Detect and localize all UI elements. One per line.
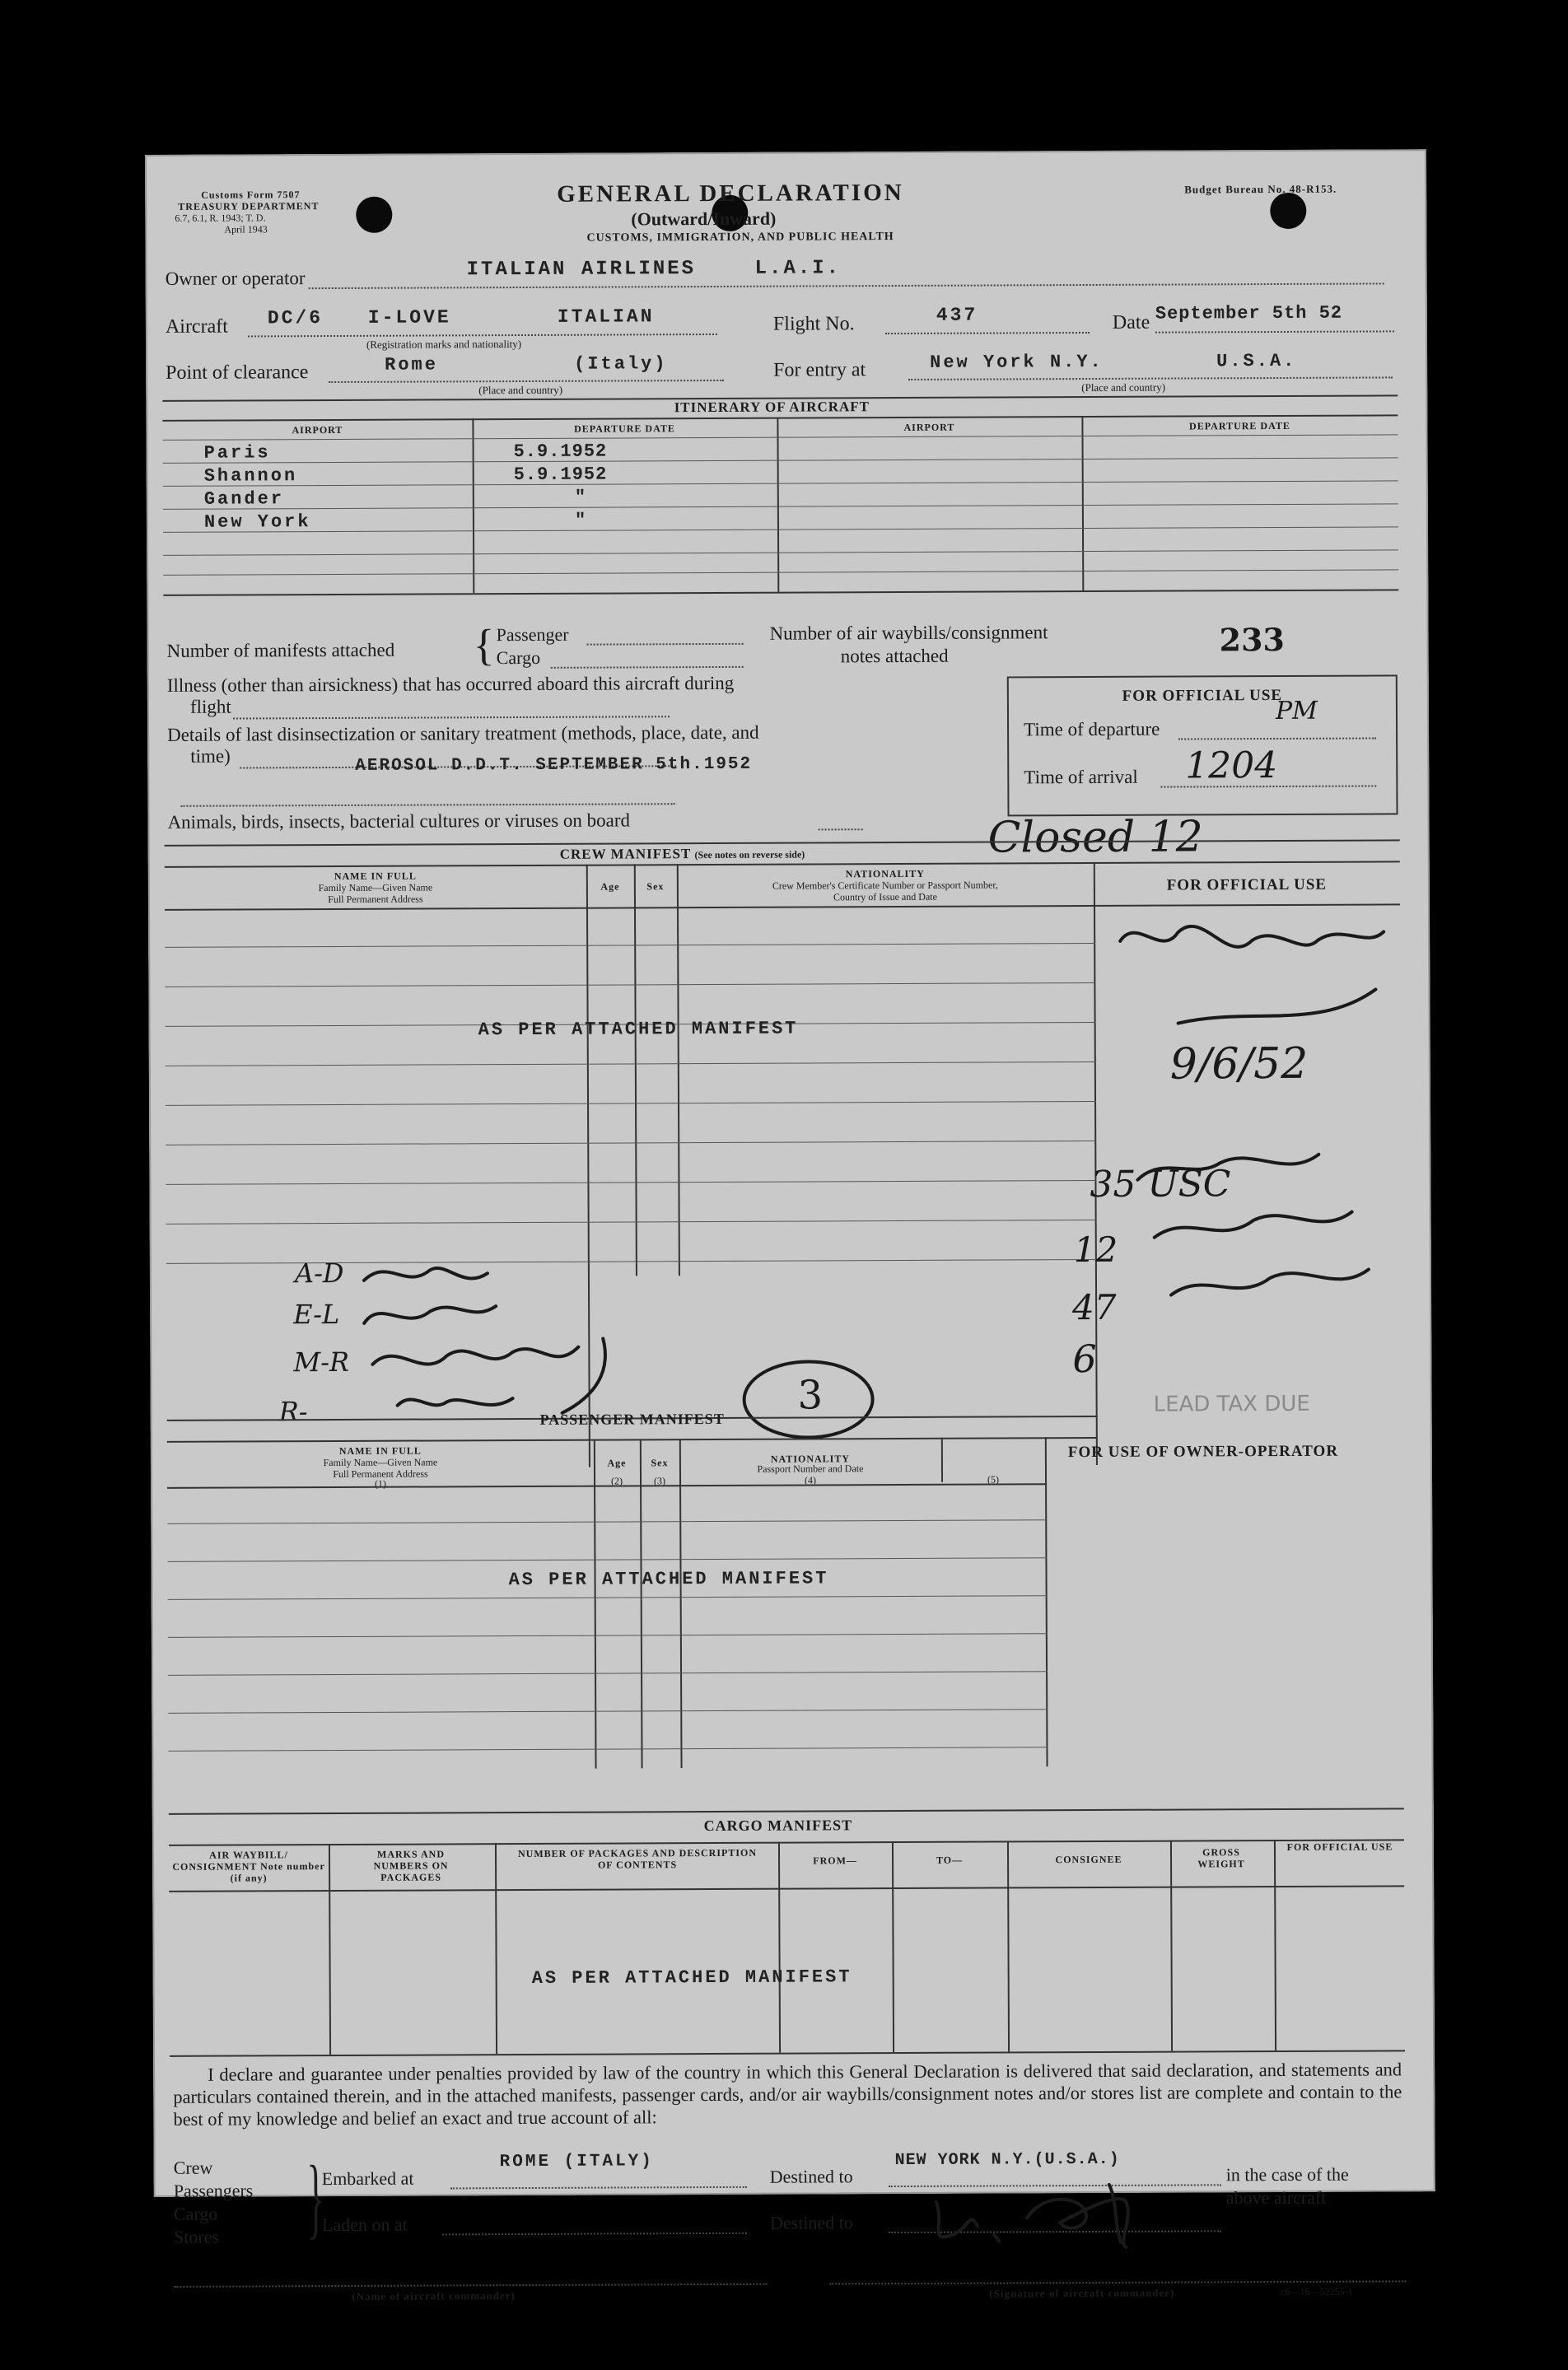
passenger-body-value: AS PER ATTACHED MANIFEST [508, 1568, 829, 1591]
passenger-col-name-3: Full Permanent Address [333, 1467, 428, 1481]
declaration-item-cargo: Cargo [173, 2203, 218, 2224]
lead-tax-stamp: LEAD TAX DUE [1153, 1391, 1310, 1417]
itinerary-airport-1: Paris [203, 442, 271, 464]
animals-label: Animals, birds, insects, bacterial cultures or viruses on board [167, 809, 631, 833]
cargo-col-official: FOR OFFICIAL USE [1286, 1840, 1393, 1853]
page-title: GENERAL DECLARATION [557, 179, 904, 208]
closed-note: Closed 12 [987, 812, 1203, 863]
itinerary-col-departure: DEPARTURE DATE [574, 422, 675, 435]
crew-col-nationality-3: Country of Issue and Date [833, 890, 937, 903]
manifests-label: Number of manifests attached [166, 639, 395, 661]
commander-signature-label: (Signature of aircraft commander) [989, 2286, 1175, 2300]
owner-value-2: L.A.I. [754, 257, 842, 280]
official-mark-usc: 35 USC [1090, 1163, 1231, 1206]
disinsect-label-2: time) [190, 745, 231, 767]
passenger-col-owner: FOR USE OF OWNER-OPERATOR [1067, 1442, 1339, 1462]
crew-col-name-2: Family Name—Given Name [318, 881, 433, 894]
departure-time-label: Time of departure [1024, 718, 1160, 740]
aircraft-nationality: ITALIAN [557, 306, 655, 328]
passenger-col-age-num: (2) [611, 1475, 623, 1487]
crew-col-name-3: Full Permanent Address [328, 893, 423, 906]
commander-name-label: (Name of aircraft commander) [352, 2289, 516, 2302]
passenger-col-sex-num: (3) [654, 1475, 666, 1487]
declaration-item-stores: Stores [173, 2226, 220, 2247]
print-code: c6—16—52255-1 [1281, 2285, 1353, 2298]
waybills-label-2: notes attached [840, 645, 949, 667]
form-dept: TREASURY DEPARTMENT [178, 200, 320, 212]
declaration-item-passengers: Passengers [173, 2180, 254, 2201]
entry-label: For entry at [773, 359, 866, 381]
cargo-col-marks: MARKS AND NUMBERS ON PACKAGES [373, 1848, 449, 1883]
cargo-col-weight: GROSS WEIGHT [1197, 1846, 1245, 1870]
clearance-note: (Place and country) [478, 383, 563, 397]
date-value: September 5th 52 [1155, 302, 1343, 324]
laden-label: Laden on at [321, 2214, 408, 2236]
page-subtitle: (Outward/Inward) [631, 208, 777, 230]
crew-hand-note-1: A-D [294, 1257, 344, 1290]
crew-col-age: Age [600, 880, 620, 893]
cargo-col-packages: NUMBER OF PACKAGES AND DESCRIPTION OF CONTENTS [517, 1846, 758, 1871]
declaration-item-crew: Crew [173, 2157, 213, 2178]
crew-title-row [560, 846, 805, 863]
waybills-value: 233 [1219, 620, 1286, 659]
form-regs: 6.7, 6.1, R. 1943; T. D. [175, 212, 266, 224]
cargo-col-to: TO— [936, 1854, 964, 1866]
entry-note: (Place and country) [1081, 380, 1166, 394]
page-subtitle-2: CUSTOMS, IMMIGRATION, AND PUBLIC HEALTH [586, 231, 894, 245]
illness-label: Illness (other than airsickness) that has occurred aboard this aircraft during [166, 672, 735, 696]
passenger-col-age: Age [607, 1457, 627, 1469]
crew-col-nationality: NATIONALITY [845, 867, 925, 880]
arrival-time-value: 1204 [1185, 744, 1278, 787]
passenger-label: Passenger [496, 623, 569, 646]
aircraft-label: Aircraft [165, 315, 228, 338]
itinerary-col-airport-2: AIRPORT [903, 421, 955, 433]
itinerary-title: ITINERARY OF AIRCRAFT [674, 399, 870, 416]
flight-label: Flight No. [772, 313, 855, 335]
cargo-col-consignee: CONSIGNEE [1055, 1853, 1122, 1866]
punch-hole-left [356, 197, 392, 233]
itinerary-airport-2: Shannon [203, 465, 298, 487]
cargo-col-from: FROM— [813, 1854, 857, 1867]
crew-hand-note-4: R- [278, 1396, 308, 1428]
passenger-col-sex: Sex [651, 1457, 669, 1469]
circled-number: 3 [797, 1372, 824, 1419]
crew-title-note: (See notes on reverse side) [694, 848, 805, 861]
passenger-col-nationality-2: Passport Number and Date [757, 1463, 864, 1475]
flight-value: 437 [936, 304, 978, 326]
itinerary-date-2: 5.9.1952 [513, 464, 608, 486]
passenger-col-name: NAME IN FULL [338, 1444, 422, 1457]
crew-col-official: FOR OFFICIAL USE [1166, 875, 1328, 894]
waybills-label: Number of air waybills/consignment [769, 622, 1048, 644]
form-date: April 1943 [224, 223, 268, 236]
itinerary-airport-3: Gander [203, 488, 285, 510]
aircraft-registration: I-LOVE [367, 306, 451, 329]
official-use-title: FOR OFFICIAL USE [1122, 686, 1283, 705]
passenger-title: PASSENGER MANIFEST [539, 1410, 725, 1428]
aircraft-note: (Registration marks and nationality) [366, 338, 522, 351]
owner-value: ITALIAN AIRLINES [466, 258, 697, 282]
official-mark-47: 47 [1072, 1286, 1117, 1328]
itinerary-col-departure-2: DEPARTURE DATE [1189, 419, 1290, 432]
destined-value: NEW YORK N.Y.(U.S.A.) [894, 2149, 1120, 2171]
entry-country: U.S.A. [1216, 350, 1297, 372]
passenger-col-nationality-num: (4) [804, 1474, 817, 1486]
aircraft-type: DC/6 [267, 307, 324, 329]
departure-time-value: PM [1275, 696, 1318, 726]
itinerary-date-1: 5.9.1952 [513, 441, 608, 463]
crew-hand-note-2: E-L [293, 1298, 340, 1331]
passenger-col-name-num: (1) [375, 1477, 387, 1490]
destined-label-2: Destined to [769, 2212, 853, 2233]
crew-col-nationality-2: Crew Member's Certificate Number or Passport Number, [772, 879, 998, 892]
itinerary-date-4: " [574, 510, 589, 531]
illness-label-2: flight [189, 696, 231, 717]
crew-body-value: AS PER ATTACHED MANIFEST [478, 1018, 799, 1041]
budget-number: Budget Bureau No. 48-R153. [1184, 182, 1337, 196]
crew-handwriting [348, 1239, 645, 1439]
clearance-value: Rome [385, 354, 438, 376]
crew-col-sex: Sex [646, 880, 665, 893]
case-text-2: above aircraft [1225, 2186, 1327, 2209]
itinerary-col-airport: AIRPORT [292, 423, 343, 436]
cargo-body-value: AS PER ATTACHED MANIFEST [531, 1966, 852, 1989]
embarked-value: ROME (ITALY) [499, 2152, 654, 2172]
passenger-col-5: (5) [987, 1473, 1000, 1486]
declaration-form [145, 149, 1435, 2302]
cargo-col-waybill: AIR WAYBILL/ CONSIGNMENT Note number (if any) [172, 1849, 325, 1884]
declaration-text: I declare and guarantee under penalties provided by law of the country in which this General Declaration is delivered that said declaration, and statements and particulars contained therein, and in the attached manifests, passenger cards, and/or air waybills/consignment notes and/or stores list are complete and contain to the best of my knowledge and belief an exact and true account of all: [173, 2059, 1402, 2130]
official-mark-date: 9/6/52 [1169, 1038, 1309, 1089]
cargo-title: CARGO MANIFEST [703, 1817, 853, 1835]
form-number: Customs Form 7507 [201, 189, 301, 201]
official-mark-6: 6 [1072, 1336, 1097, 1382]
itinerary-date-3: " [574, 487, 589, 508]
crew-title: CREW MANIFEST [559, 846, 692, 862]
destined-label: Destined to [769, 2166, 853, 2187]
official-mark-12: 12 [1073, 1229, 1118, 1271]
entry-value: New York N.Y. [930, 351, 1104, 373]
commander-signature [920, 2176, 1183, 2251]
declaration-brace: } [306, 2147, 325, 2248]
crew-hand-note-3: M-R [293, 1346, 350, 1379]
passenger-col-nationality: NATIONALITY [770, 1453, 851, 1465]
passenger-col-name-2: Family Name—Given Name [323, 1456, 438, 1469]
arrival-time-label: Time of arrival [1024, 766, 1138, 788]
cargo-label: Cargo [496, 646, 541, 669]
disinsect-label: Details of last disinsectization or sanitary treatment (methods, place, date, and [167, 721, 759, 745]
embarked-label: Embarked at [321, 2167, 414, 2190]
crew-col-name: NAME IN FULL [334, 870, 417, 883]
date-label: Date [1112, 311, 1150, 334]
itinerary-airport-4: New York [203, 511, 311, 533]
owner-label: Owner or operator [165, 268, 306, 289]
clearance-label: Point of clearance [166, 362, 309, 384]
case-text: in the case of the [1225, 2163, 1349, 2186]
disinsect-value: AEROSOL D.D.T. SEPTEMBER 5th.1952 [355, 754, 753, 776]
clearance-country: (Italy) [574, 353, 668, 375]
manifests-brace: { [473, 620, 495, 670]
punch-hole-right [1270, 193, 1306, 229]
